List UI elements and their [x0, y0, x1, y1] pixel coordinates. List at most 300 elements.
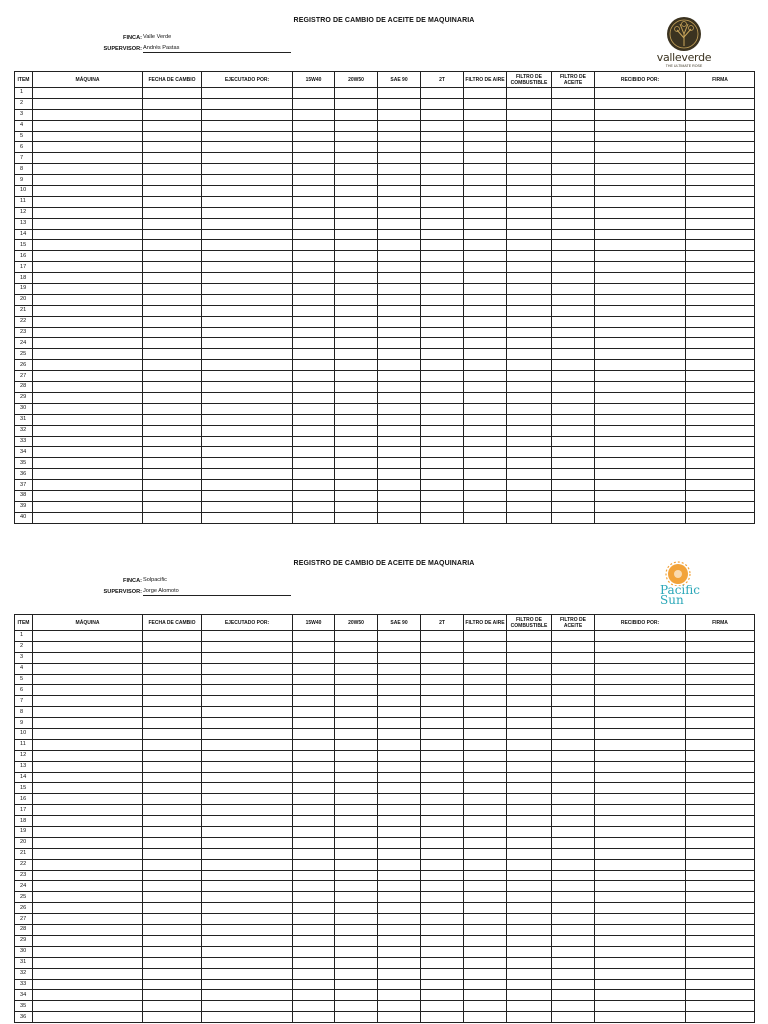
- table-cell[interactable]: [143, 305, 202, 316]
- table-cell[interactable]: [552, 794, 595, 805]
- table-cell[interactable]: [421, 382, 464, 393]
- table-cell[interactable]: [335, 707, 378, 718]
- table-cell[interactable]: [378, 631, 421, 642]
- table-cell[interactable]: [595, 892, 686, 903]
- table-cell[interactable]: [464, 469, 507, 480]
- table-cell[interactable]: [202, 935, 293, 946]
- table-cell[interactable]: [421, 338, 464, 349]
- table-cell[interactable]: [686, 371, 755, 382]
- table-cell[interactable]: [421, 696, 464, 707]
- table-cell[interactable]: [686, 914, 755, 925]
- table-cell[interactable]: [552, 273, 595, 284]
- table-cell[interactable]: [507, 772, 552, 783]
- table-cell[interactable]: [33, 641, 143, 652]
- table-cell[interactable]: [595, 859, 686, 870]
- table-cell[interactable]: [686, 447, 755, 458]
- table-cell[interactable]: [33, 251, 143, 262]
- table-cell[interactable]: [335, 262, 378, 273]
- table-cell[interactable]: [686, 837, 755, 848]
- table-cell[interactable]: [335, 979, 378, 990]
- table-cell[interactable]: [464, 316, 507, 327]
- table-cell[interactable]: [507, 674, 552, 685]
- table-cell[interactable]: [143, 761, 202, 772]
- table-cell[interactable]: [202, 990, 293, 1001]
- table-cell[interactable]: [552, 881, 595, 892]
- table-cell[interactable]: [335, 903, 378, 914]
- table-cell[interactable]: [552, 458, 595, 469]
- table-cell[interactable]: [33, 772, 143, 783]
- table-cell[interactable]: [686, 316, 755, 327]
- table-cell[interactable]: [33, 229, 143, 240]
- table-cell[interactable]: [507, 120, 552, 131]
- table-cell[interactable]: [335, 349, 378, 360]
- table-cell[interactable]: [378, 914, 421, 925]
- table-cell[interactable]: [293, 685, 335, 696]
- table-cell[interactable]: [595, 805, 686, 816]
- table-cell[interactable]: [507, 794, 552, 805]
- table-cell[interactable]: [421, 859, 464, 870]
- table-cell[interactable]: [33, 805, 143, 816]
- table-cell[interactable]: [595, 685, 686, 696]
- table-cell[interactable]: [507, 968, 552, 979]
- table-cell[interactable]: [143, 805, 202, 816]
- table-cell[interactable]: [421, 403, 464, 414]
- table-cell[interactable]: [143, 674, 202, 685]
- table-cell[interactable]: [293, 490, 335, 501]
- table-cell[interactable]: [686, 153, 755, 164]
- table-cell[interactable]: [552, 641, 595, 652]
- table-cell[interactable]: [595, 935, 686, 946]
- table-cell[interactable]: [686, 240, 755, 251]
- table-cell[interactable]: [464, 1012, 507, 1023]
- table-cell[interactable]: [33, 718, 143, 729]
- table-cell[interactable]: [507, 458, 552, 469]
- table-cell[interactable]: [421, 120, 464, 131]
- table-cell[interactable]: [378, 859, 421, 870]
- table-cell[interactable]: [464, 349, 507, 360]
- table-cell[interactable]: [686, 207, 755, 218]
- table-cell[interactable]: [421, 480, 464, 491]
- table-cell[interactable]: [595, 848, 686, 859]
- table-cell[interactable]: [143, 392, 202, 403]
- table-cell[interactable]: [464, 892, 507, 903]
- table-cell[interactable]: [595, 142, 686, 153]
- table-cell[interactable]: [293, 164, 335, 175]
- table-cell[interactable]: [143, 925, 202, 936]
- table-cell[interactable]: [552, 305, 595, 316]
- table-cell[interactable]: [464, 663, 507, 674]
- table-cell[interactable]: [552, 903, 595, 914]
- table-cell[interactable]: [33, 414, 143, 425]
- table-cell[interactable]: [595, 458, 686, 469]
- table-cell[interactable]: [378, 284, 421, 295]
- table-cell[interactable]: [293, 718, 335, 729]
- table-cell[interactable]: [464, 294, 507, 305]
- table-cell[interactable]: [421, 925, 464, 936]
- table-cell[interactable]: [293, 262, 335, 273]
- table-cell[interactable]: [143, 229, 202, 240]
- table-cell[interactable]: [293, 447, 335, 458]
- table-cell[interactable]: [33, 892, 143, 903]
- table-cell[interactable]: [421, 262, 464, 273]
- table-cell[interactable]: [686, 360, 755, 371]
- table-cell[interactable]: [335, 674, 378, 685]
- table-cell[interactable]: [507, 652, 552, 663]
- table-cell[interactable]: [335, 772, 378, 783]
- table-cell[interactable]: [143, 186, 202, 197]
- table-cell[interactable]: [33, 903, 143, 914]
- table-cell[interactable]: [686, 196, 755, 207]
- table-cell[interactable]: [202, 251, 293, 262]
- table-cell[interactable]: [202, 729, 293, 740]
- table-cell[interactable]: [595, 229, 686, 240]
- table-cell[interactable]: [202, 827, 293, 838]
- table-cell[interactable]: [507, 1012, 552, 1023]
- table-cell[interactable]: [552, 98, 595, 109]
- table-cell[interactable]: [202, 674, 293, 685]
- table-cell[interactable]: [33, 652, 143, 663]
- table-cell[interactable]: [595, 240, 686, 251]
- table-cell[interactable]: [552, 436, 595, 447]
- table-cell[interactable]: [202, 739, 293, 750]
- table-cell[interactable]: [33, 142, 143, 153]
- table-cell[interactable]: [335, 131, 378, 142]
- table-cell[interactable]: [552, 284, 595, 295]
- table-cell[interactable]: [202, 349, 293, 360]
- table-cell[interactable]: [686, 338, 755, 349]
- table-cell[interactable]: [686, 131, 755, 142]
- table-cell[interactable]: [378, 186, 421, 197]
- table-cell[interactable]: [552, 783, 595, 794]
- table-cell[interactable]: [595, 696, 686, 707]
- table-cell[interactable]: [552, 142, 595, 153]
- table-cell[interactable]: [33, 273, 143, 284]
- table-cell[interactable]: [552, 663, 595, 674]
- table-cell[interactable]: [595, 360, 686, 371]
- table-cell[interactable]: [552, 729, 595, 740]
- table-cell[interactable]: [335, 761, 378, 772]
- table-cell[interactable]: [378, 729, 421, 740]
- table-cell[interactable]: [507, 707, 552, 718]
- table-cell[interactable]: [335, 88, 378, 99]
- table-cell[interactable]: [378, 371, 421, 382]
- table-cell[interactable]: [507, 925, 552, 936]
- table-cell[interactable]: [143, 892, 202, 903]
- table-cell[interactable]: [335, 360, 378, 371]
- table-cell[interactable]: [552, 990, 595, 1001]
- table-cell[interactable]: [507, 859, 552, 870]
- table-cell[interactable]: [143, 750, 202, 761]
- table-cell[interactable]: [378, 750, 421, 761]
- table-cell[interactable]: [293, 837, 335, 848]
- table-cell[interactable]: [293, 327, 335, 338]
- table-cell[interactable]: [143, 794, 202, 805]
- table-cell[interactable]: [33, 392, 143, 403]
- table-cell[interactable]: [507, 1001, 552, 1012]
- table-cell[interactable]: [552, 120, 595, 131]
- table-cell[interactable]: [421, 469, 464, 480]
- table-cell[interactable]: [143, 382, 202, 393]
- table-cell[interactable]: [686, 718, 755, 729]
- table-cell[interactable]: [378, 837, 421, 848]
- table-cell[interactable]: [552, 88, 595, 99]
- table-cell[interactable]: [595, 739, 686, 750]
- table-cell[interactable]: [143, 859, 202, 870]
- table-cell[interactable]: [143, 881, 202, 892]
- table-cell[interactable]: [202, 805, 293, 816]
- table-cell[interactable]: [507, 750, 552, 761]
- table-cell[interactable]: [202, 859, 293, 870]
- table-cell[interactable]: [143, 251, 202, 262]
- table-cell[interactable]: [421, 294, 464, 305]
- table-cell[interactable]: [202, 772, 293, 783]
- table-cell[interactable]: [335, 294, 378, 305]
- table-cell[interactable]: [464, 652, 507, 663]
- table-cell[interactable]: [552, 403, 595, 414]
- table-cell[interactable]: [202, 142, 293, 153]
- table-cell[interactable]: [686, 175, 755, 186]
- table-cell[interactable]: [33, 761, 143, 772]
- table-cell[interactable]: [202, 229, 293, 240]
- table-cell[interactable]: [421, 186, 464, 197]
- table-cell[interactable]: [33, 109, 143, 120]
- table-cell[interactable]: [595, 414, 686, 425]
- table-cell[interactable]: [293, 305, 335, 316]
- table-cell[interactable]: [595, 501, 686, 512]
- table-cell[interactable]: [378, 458, 421, 469]
- table-cell[interactable]: [202, 392, 293, 403]
- table-cell[interactable]: [378, 935, 421, 946]
- table-cell[interactable]: [202, 718, 293, 729]
- table-cell[interactable]: [143, 480, 202, 491]
- table-cell[interactable]: [421, 436, 464, 447]
- table-cell[interactable]: [421, 458, 464, 469]
- table-cell[interactable]: [293, 631, 335, 642]
- table-cell[interactable]: [464, 827, 507, 838]
- table-cell[interactable]: [143, 652, 202, 663]
- table-cell[interactable]: [686, 859, 755, 870]
- table-cell[interactable]: [686, 512, 755, 523]
- table-cell[interactable]: [293, 196, 335, 207]
- table-cell[interactable]: [378, 120, 421, 131]
- table-cell[interactable]: [335, 382, 378, 393]
- table-cell[interactable]: [143, 403, 202, 414]
- table-cell[interactable]: [143, 685, 202, 696]
- table-cell[interactable]: [507, 696, 552, 707]
- table-cell[interactable]: [421, 273, 464, 284]
- table-cell[interactable]: [421, 284, 464, 295]
- table-cell[interactable]: [202, 403, 293, 414]
- table-cell[interactable]: [335, 1012, 378, 1023]
- table-cell[interactable]: [464, 881, 507, 892]
- table-cell[interactable]: [552, 925, 595, 936]
- table-cell[interactable]: [464, 480, 507, 491]
- table-cell[interactable]: [335, 164, 378, 175]
- table-cell[interactable]: [421, 447, 464, 458]
- table-cell[interactable]: [421, 957, 464, 968]
- table-cell[interactable]: [378, 240, 421, 251]
- table-cell[interactable]: [595, 783, 686, 794]
- table-cell[interactable]: [293, 425, 335, 436]
- table-cell[interactable]: [143, 707, 202, 718]
- table-cell[interactable]: [33, 979, 143, 990]
- table-cell[interactable]: [202, 641, 293, 652]
- table-cell[interactable]: [202, 273, 293, 284]
- table-cell[interactable]: [378, 652, 421, 663]
- table-cell[interactable]: [378, 480, 421, 491]
- table-cell[interactable]: [335, 501, 378, 512]
- table-cell[interactable]: [143, 968, 202, 979]
- finca-field[interactable]: Solpacific: [143, 577, 167, 583]
- table-cell[interactable]: [143, 218, 202, 229]
- table-cell[interactable]: [595, 674, 686, 685]
- table-cell[interactable]: [33, 1001, 143, 1012]
- table-cell[interactable]: [143, 131, 202, 142]
- table-cell[interactable]: [421, 1001, 464, 1012]
- table-cell[interactable]: [686, 707, 755, 718]
- table-cell[interactable]: [202, 447, 293, 458]
- table-cell[interactable]: [421, 109, 464, 120]
- table-cell[interactable]: [335, 414, 378, 425]
- table-cell[interactable]: [507, 196, 552, 207]
- table-cell[interactable]: [293, 371, 335, 382]
- table-cell[interactable]: [595, 1001, 686, 1012]
- table-cell[interactable]: [378, 207, 421, 218]
- table-cell[interactable]: [202, 837, 293, 848]
- table-cell[interactable]: [293, 979, 335, 990]
- table-cell[interactable]: [686, 458, 755, 469]
- table-cell[interactable]: [202, 382, 293, 393]
- table-cell[interactable]: [686, 490, 755, 501]
- table-cell[interactable]: [33, 827, 143, 838]
- table-cell[interactable]: [293, 294, 335, 305]
- table-cell[interactable]: [464, 403, 507, 414]
- table-cell[interactable]: [595, 338, 686, 349]
- table-cell[interactable]: [143, 273, 202, 284]
- table-cell[interactable]: [378, 175, 421, 186]
- table-cell[interactable]: [552, 360, 595, 371]
- table-cell[interactable]: [421, 837, 464, 848]
- table-cell[interactable]: [507, 957, 552, 968]
- table-cell[interactable]: [464, 88, 507, 99]
- table-cell[interactable]: [464, 805, 507, 816]
- table-cell[interactable]: [686, 1001, 755, 1012]
- table-cell[interactable]: [552, 870, 595, 881]
- table-cell[interactable]: [143, 360, 202, 371]
- table-cell[interactable]: [293, 229, 335, 240]
- table-cell[interactable]: [202, 631, 293, 642]
- table-cell[interactable]: [552, 848, 595, 859]
- table-cell[interactable]: [293, 316, 335, 327]
- table-cell[interactable]: [552, 207, 595, 218]
- table-cell[interactable]: [293, 772, 335, 783]
- table-cell[interactable]: [293, 859, 335, 870]
- table-cell[interactable]: [293, 284, 335, 295]
- table-cell[interactable]: [293, 783, 335, 794]
- table-cell[interactable]: [464, 436, 507, 447]
- table-cell[interactable]: [686, 262, 755, 273]
- table-cell[interactable]: [595, 870, 686, 881]
- table-cell[interactable]: [33, 175, 143, 186]
- table-cell[interactable]: [143, 349, 202, 360]
- table-cell[interactable]: [686, 229, 755, 240]
- table-cell[interactable]: [293, 957, 335, 968]
- table-cell[interactable]: [464, 750, 507, 761]
- table-cell[interactable]: [33, 925, 143, 936]
- table-cell[interactable]: [686, 305, 755, 316]
- table-cell[interactable]: [464, 783, 507, 794]
- table-cell[interactable]: [507, 641, 552, 652]
- table-cell[interactable]: [507, 816, 552, 827]
- table-cell[interactable]: [464, 707, 507, 718]
- table-cell[interactable]: [202, 707, 293, 718]
- table-cell[interactable]: [464, 218, 507, 229]
- table-cell[interactable]: [33, 447, 143, 458]
- table-cell[interactable]: [507, 284, 552, 295]
- table-cell[interactable]: [293, 729, 335, 740]
- table-cell[interactable]: [143, 142, 202, 153]
- table-cell[interactable]: [464, 131, 507, 142]
- table-cell[interactable]: [686, 990, 755, 1001]
- table-cell[interactable]: [686, 739, 755, 750]
- table-cell[interactable]: [686, 870, 755, 881]
- table-cell[interactable]: [552, 109, 595, 120]
- table-cell[interactable]: [335, 480, 378, 491]
- table-cell[interactable]: [421, 674, 464, 685]
- table-cell[interactable]: [507, 338, 552, 349]
- table-cell[interactable]: [507, 305, 552, 316]
- table-cell[interactable]: [421, 229, 464, 240]
- table-cell[interactable]: [595, 284, 686, 295]
- table-cell[interactable]: [143, 284, 202, 295]
- table-cell[interactable]: [378, 990, 421, 1001]
- table-cell[interactable]: [421, 153, 464, 164]
- table-cell[interactable]: [552, 186, 595, 197]
- table-cell[interactable]: [293, 98, 335, 109]
- table-cell[interactable]: [143, 327, 202, 338]
- table-cell[interactable]: [202, 480, 293, 491]
- table-cell[interactable]: [33, 957, 143, 968]
- table-cell[interactable]: [202, 946, 293, 957]
- table-cell[interactable]: [335, 827, 378, 838]
- table-cell[interactable]: [378, 305, 421, 316]
- table-cell[interactable]: [552, 979, 595, 990]
- table-cell[interactable]: [552, 240, 595, 251]
- table-cell[interactable]: [507, 729, 552, 740]
- table-cell[interactable]: [335, 663, 378, 674]
- table-cell[interactable]: [335, 273, 378, 284]
- table-cell[interactable]: [464, 382, 507, 393]
- table-cell[interactable]: [293, 88, 335, 99]
- table-cell[interactable]: [552, 218, 595, 229]
- table-cell[interactable]: [335, 881, 378, 892]
- table-cell[interactable]: [378, 512, 421, 523]
- table-cell[interactable]: [33, 631, 143, 642]
- table-cell[interactable]: [421, 218, 464, 229]
- table-cell[interactable]: [507, 371, 552, 382]
- table-cell[interactable]: [686, 816, 755, 827]
- table-cell[interactable]: [143, 262, 202, 273]
- table-cell[interactable]: [335, 240, 378, 251]
- table-cell[interactable]: [33, 1012, 143, 1023]
- table-cell[interactable]: [293, 848, 335, 859]
- table-cell[interactable]: [378, 685, 421, 696]
- table-cell[interactable]: [552, 131, 595, 142]
- table-cell[interactable]: [507, 914, 552, 925]
- table-cell[interactable]: [686, 696, 755, 707]
- table-cell[interactable]: [335, 946, 378, 957]
- table-cell[interactable]: [552, 153, 595, 164]
